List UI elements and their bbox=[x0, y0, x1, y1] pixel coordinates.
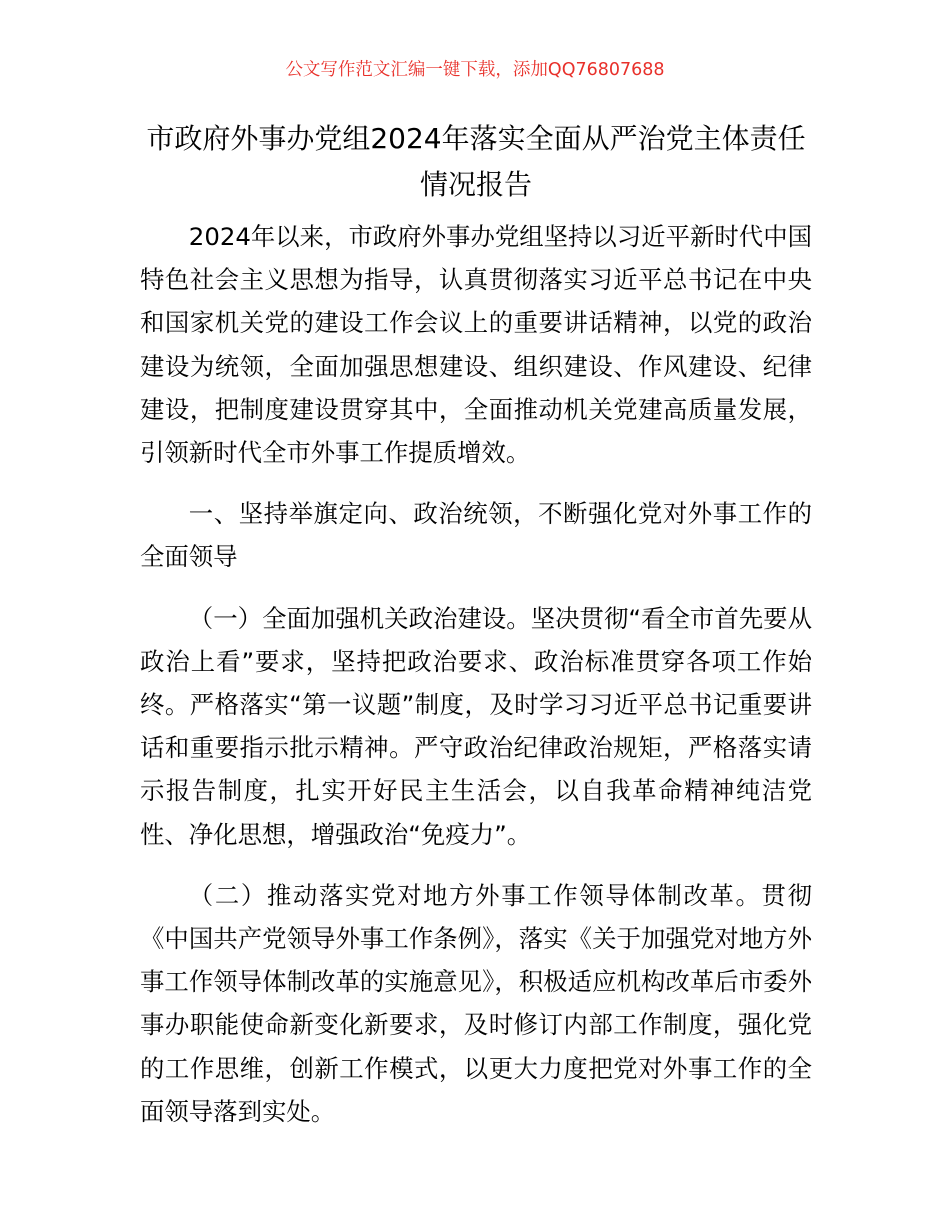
document-body bbox=[140, 215, 812, 1151]
download-notice: 公文写作范文汇编一键下载，添加QQ76807688 bbox=[285, 60, 665, 80]
intro-paragraph: 2024年以来，市政府外事办党组坚持以习近平新时代中国特色社会主义思想为指导，认真贯彻落实习近平总书记在中央和国家机关党的建设工作会议上的重要讲话精神，以党的政治建设为统领，全面加强思想建设、组织建设、作风建设、纪律建设，把制度建设贯穿其中，全面推动机关党建高质量发展，引领新时代全市外事工作提质增效。 bbox=[140, 222, 812, 468]
subsection-paragraph-2: （二）推动落实党对地方外事工作领导体制改革。贯彻《中国共产党领导外事工作条例》，落实《关于加强党对地方外事工作领导体制改革的实施意见》，积极适应机构改革后市委外事办职能使命新变化新要求，及时修订内部工作制度，强化党的工作思维，创新工作模式，以更大力度把党对外事工作的全面领导落到实处。 bbox=[140, 880, 812, 1126]
document-title: 市政府外事办党组2024年落实全面从严治党主体责任情况报告 bbox=[146, 122, 806, 201]
subsection-paragraph-1: （一）全面加强机关政治建设。坚决贯彻“看全市首先要从政治上看”要求，坚持把政治要求、政治标准贯穿各项工作始终。严格落实“第一议题”制度，及时学习习近平总书记重要讲话和重要指示批示精神。严守政治纪律政治规矩，严格落实请示报告制度，扎实开好民主生活会，以自我革命精神纯洁党性、净化思想，增强政治“免疫力”。 bbox=[140, 603, 812, 849]
section-heading-1: 一、坚持举旗定向、政治统领，不断强化党对外事工作的全面领导 bbox=[140, 499, 812, 572]
